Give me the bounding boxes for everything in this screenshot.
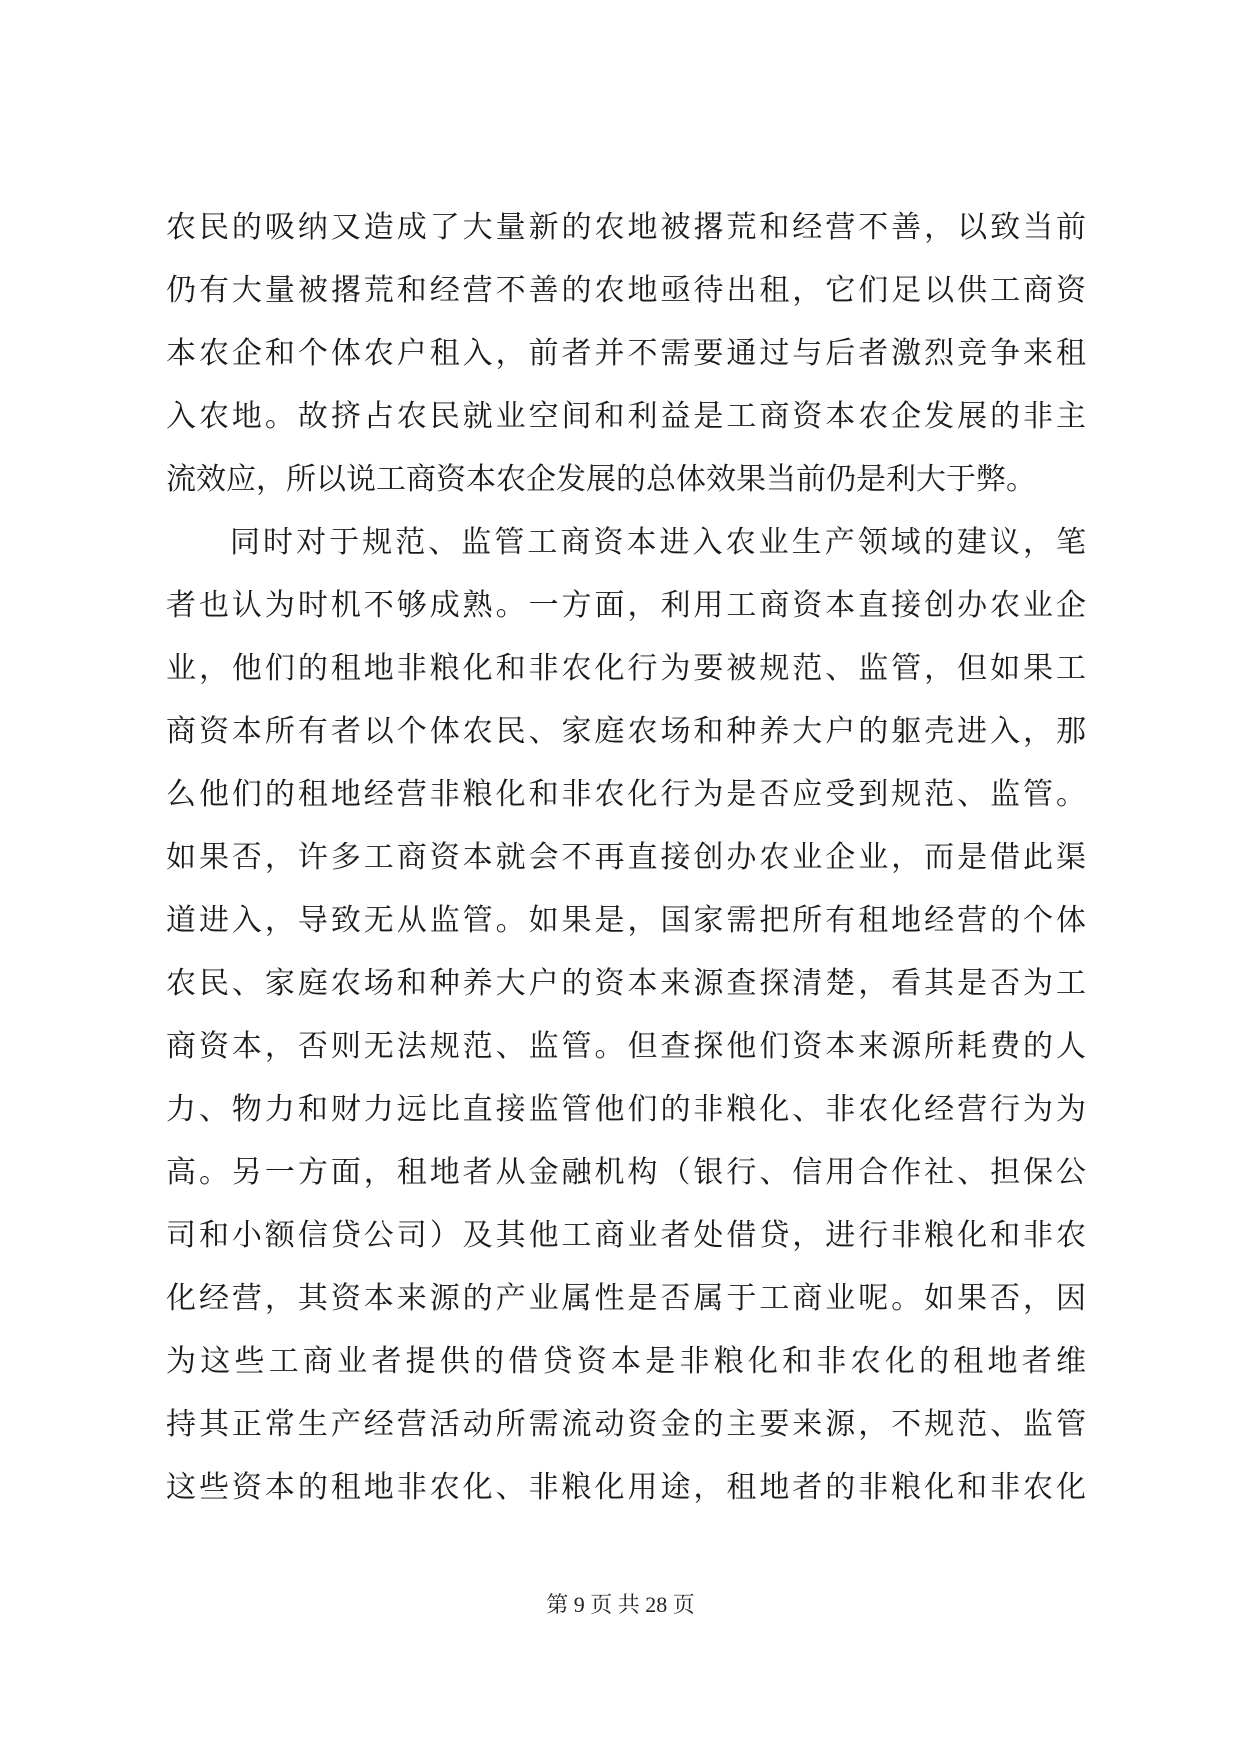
paragraph-line: 者也认为时机不够成熟。一方面，利用工商资本直接创办农业企	[166, 588, 1086, 623]
paragraph-line: 流效应，所以说工商资本农企发展的总体效果当前仍是利大于弊。	[166, 462, 1036, 497]
paragraph-line: 道进入，导致无从监管。如果是，国家需把所有租地经营的个体	[166, 903, 1086, 938]
paragraph-line: 入农地。故挤占农民就业空间和利益是工商资本农企发展的非主	[166, 399, 1086, 434]
paragraph-1	[166, 196, 1086, 511]
paragraph-line: 司和小额信贷公司）及其他工商业者处借贷，进行非粮化和非农	[166, 1218, 1086, 1253]
paragraph-line: 业，他们的租地非粮化和非农化行为要被规范、监管，但如果工	[166, 651, 1086, 686]
paragraph-line: 么他们的租地经营非粮化和非农化行为是否应受到规范、监管。	[166, 777, 1086, 812]
paragraph-line: 高。另一方面，租地者从金融机构（银行、信用合作社、担保公	[166, 1155, 1086, 1190]
paragraph-line: 农民、家庭农场和种养大户的资本来源查探清楚，看其是否为工	[166, 966, 1086, 1001]
paragraph-line: 农民的吸纳又造成了大量新的农地被撂荒和经营不善，以致当前	[166, 210, 1086, 245]
paragraph-line: 同时对于规范、监管工商资本进入农业生产领域的建议，笔	[230, 525, 1086, 560]
paragraph-line: 化经营，其资本来源的产业属性是否属于工商业呢。如果否，因	[166, 1281, 1086, 1316]
paragraph-line: 本农企和个体农户租入，前者并不需要通过与后者激烈竞争来租	[166, 336, 1086, 371]
paragraph-line: 持其正常生产经营活动所需流动资金的主要来源，不规范、监管	[166, 1407, 1086, 1442]
paragraph-line: 这些资本的租地非农化、非粮化用途，租地者的非粮化和非农化	[166, 1470, 1086, 1505]
paragraph-line: 为这些工商业者提供的借贷资本是非粮化和非农化的租地者维	[166, 1344, 1086, 1379]
paragraph-line: 商资本，否则无法规范、监管。但查探他们资本来源所耗费的人	[166, 1029, 1086, 1064]
paragraph-line: 力、物力和财力远比直接监管他们的非粮化、非农化经营行为为	[166, 1092, 1086, 1127]
paragraph-2	[166, 511, 1086, 1519]
paragraph-line: 商资本所有者以个体农民、家庭农场和种养大户的躯壳进入，那	[166, 714, 1086, 749]
paragraph-line: 如果否，许多工商资本就会不再直接创办农业企业，而是借此渠	[166, 840, 1086, 875]
paragraph-line: 仍有大量被撂荒和经营不善的农地亟待出租，它们足以供工商资	[166, 273, 1086, 308]
page-number-footer: 第 9 页 共 28 页	[546, 1592, 695, 1617]
